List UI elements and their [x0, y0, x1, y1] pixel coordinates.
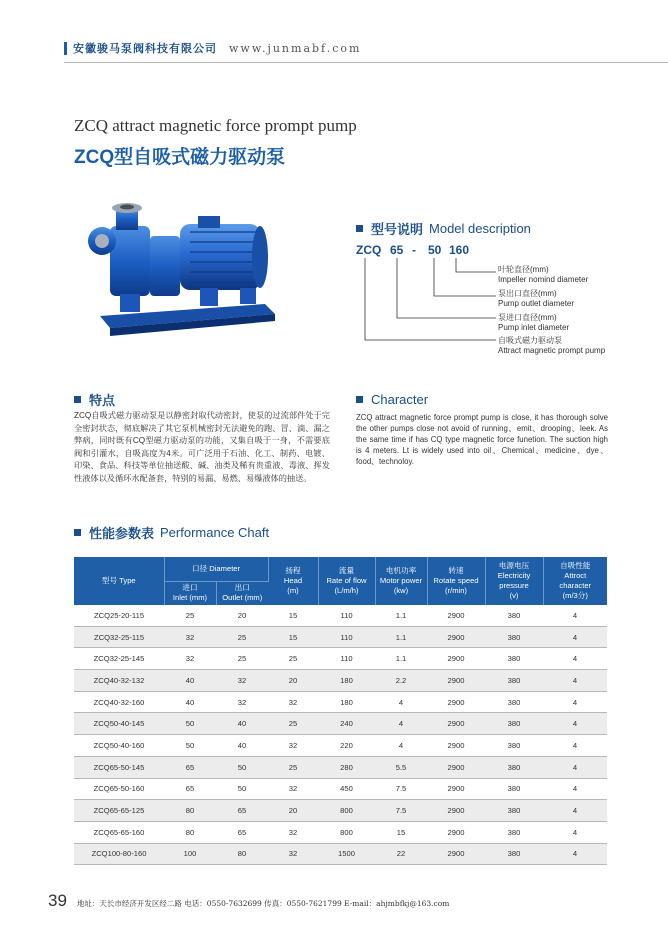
table-cell: 20 [268, 670, 318, 692]
product-title-cn: ZCQ型自吸式磁力驱动泵 [74, 147, 286, 168]
website: www.junmabf.com [229, 41, 362, 55]
table-cell: 4 [543, 691, 607, 713]
col-inlet: 进口 Inlet (mm) [164, 581, 216, 605]
table-cell: ZCQ32-25-115 [74, 626, 164, 648]
table-cell: 4 [543, 756, 607, 778]
performance-table-body [74, 605, 607, 865]
table-cell: 4 [543, 605, 607, 626]
table-cell: ZCQ50-40-160 [74, 735, 164, 757]
table-cell: 1.1 [375, 648, 427, 670]
page-header [64, 38, 361, 58]
table-cell: 2900 [427, 605, 485, 626]
table-cell: ZCQ65-65-160 [74, 821, 164, 843]
model-code-outlet: 50 [428, 243, 442, 257]
col-power: 电机功率 Motor power (kw) [375, 557, 427, 605]
table-cell: 380 [485, 691, 543, 713]
table-row [74, 735, 607, 757]
table-cell: 25 [268, 648, 318, 670]
table-cell: 4 [543, 735, 607, 757]
table-cell: 110 [318, 605, 375, 626]
table-cell: 2900 [427, 800, 485, 822]
table-cell: 380 [485, 800, 543, 822]
table-cell: 40 [164, 670, 216, 692]
table-row [74, 605, 607, 626]
table-cell: 4 [375, 713, 427, 735]
table-cell: ZCQ40-32-132 [74, 670, 164, 692]
features-heading: 特点 [74, 390, 115, 409]
table-cell: 65 [216, 800, 268, 822]
table-cell: 180 [318, 691, 375, 713]
table-cell: 220 [318, 735, 375, 757]
table-cell: ZCQ100-80-160 [74, 843, 164, 865]
table-cell: 1.1 [375, 626, 427, 648]
character-heading: Character [356, 392, 428, 407]
page-footer [48, 891, 449, 911]
table-cell: 32 [268, 735, 318, 757]
table-cell: 380 [485, 778, 543, 800]
table-cell: 40 [164, 691, 216, 713]
table-cell: 4 [375, 735, 427, 757]
table-cell: 32 [164, 648, 216, 670]
table-cell: 450 [318, 778, 375, 800]
table-cell: ZCQ65-50-160 [74, 778, 164, 800]
table-row [74, 821, 607, 843]
table-cell: 380 [485, 735, 543, 757]
table-cell: 2.2 [375, 670, 427, 692]
pump-image [80, 196, 280, 346]
table-cell: 2900 [427, 648, 485, 670]
table-cell: 4 [543, 626, 607, 648]
table-cell: 2900 [427, 713, 485, 735]
table-cell: 50 [216, 778, 268, 800]
table-cell: 2900 [427, 843, 485, 865]
page-number: 39 [48, 891, 67, 910]
model-description-heading: 型号说明 Model description [356, 219, 531, 238]
table-cell: 20 [268, 800, 318, 822]
table-cell: 280 [318, 756, 375, 778]
table-cell: ZCQ40-32-160 [74, 691, 164, 713]
section-square-icon [74, 529, 81, 536]
table-cell: 380 [485, 843, 543, 865]
model-code-impeller: 160 [449, 243, 470, 257]
table-cell: 80 [216, 843, 268, 865]
table-cell: 2900 [427, 778, 485, 800]
header-divider [64, 62, 668, 63]
table-cell: 25 [268, 756, 318, 778]
table-cell: 32 [268, 821, 318, 843]
table-cell: 100 [164, 843, 216, 865]
col-speed: 转速 Rotate speed (r/min) [427, 557, 485, 605]
table-cell: 15 [268, 605, 318, 626]
table-cell: ZCQ32-25-145 [74, 648, 164, 670]
col-head: 扬程 Head (m) [268, 557, 318, 605]
table-cell: 5.5 [375, 756, 427, 778]
footer-address: 地址：天长市经济开发区经二路 电话：0550-7632699 传真：0550-7621799 E-mail：ahjmbfkj@163.com [76, 899, 450, 908]
table-cell: 380 [485, 605, 543, 626]
table-cell: 1.1 [375, 605, 427, 626]
table-cell: 65 [164, 778, 216, 800]
model-code-dash: - [412, 243, 416, 257]
table-cell: 4 [543, 648, 607, 670]
table-cell: 4 [543, 800, 607, 822]
table-cell: 2900 [427, 821, 485, 843]
performance-table [74, 557, 607, 865]
table-cell: 25 [216, 648, 268, 670]
table-cell: 50 [164, 713, 216, 735]
model-code-leader-lines [350, 258, 500, 350]
table-cell: 4 [543, 713, 607, 735]
table-row [74, 843, 607, 865]
col-self-priming: 自吸性能 Attroct character (m/3分) [543, 557, 607, 605]
table-cell: 32 [216, 670, 268, 692]
table-cell: 240 [318, 713, 375, 735]
section-square-icon [356, 225, 363, 232]
section-square-icon [356, 396, 363, 403]
performance-heading: 性能参数表 Performance Chaft [74, 523, 269, 542]
model-code-inlet: 65 [390, 243, 404, 257]
table-cell: 50 [164, 735, 216, 757]
table-cell: 380 [485, 713, 543, 735]
table-cell: 4 [375, 691, 427, 713]
company-name: 安徽骏马泵阀科技有限公司 [73, 43, 217, 55]
table-cell: 15 [268, 626, 318, 648]
table-cell: 380 [485, 670, 543, 692]
table-cell: 7.5 [375, 800, 427, 822]
table-cell: 32 [268, 778, 318, 800]
table-cell: ZCQ25-20-115 [74, 605, 164, 626]
table-cell: 2900 [427, 626, 485, 648]
table-cell: 380 [485, 648, 543, 670]
section-square-icon [74, 396, 81, 403]
legend-inlet: 泵进口直径(mm) Pump inlet diameter [498, 313, 570, 332]
table-cell: 80 [164, 800, 216, 822]
table-cell: 40 [216, 713, 268, 735]
table-row [74, 626, 607, 648]
table-cell: 32 [268, 691, 318, 713]
col-flow: 流量 Rate of flow (L/m/h) [318, 557, 375, 605]
table-cell: 25 [164, 605, 216, 626]
table-cell: 2900 [427, 756, 485, 778]
table-cell: 180 [318, 670, 375, 692]
table-cell: 32 [216, 691, 268, 713]
table-row [74, 756, 607, 778]
table-cell: 110 [318, 648, 375, 670]
table-cell: 32 [268, 843, 318, 865]
table-cell: 40 [216, 735, 268, 757]
table-cell: 800 [318, 821, 375, 843]
table-cell: 4 [543, 778, 607, 800]
table-cell: 80 [164, 821, 216, 843]
features-text: ZCQ自吸式磁力驱动泵是以静密封取代动密封，使泵的过流部件处于完全密封状态，彻底解决了其它泵机械密封无法避免的跑、冒、滴、漏之弊病，同时既有CQ型磁力驱动泵的功能，又集自吸于一身，不需要底阀和引灌水，自吸高度为4米。可广泛用于石油、化工、制药、电镀、印染、食品、科技等单位抽送酸、碱、油类及稀有贵重液、毒液、挥发性液体以及循环水配备套，特别的易漏、易燃、易爆液体的抽送。 [74, 411, 330, 483]
legend-impeller: 叶轮直径(mm) Impeller nomind diameter [498, 265, 589, 284]
col-voltage: 电源电压 Electricity pressure (v) [485, 557, 543, 605]
table-cell: 2900 [427, 670, 485, 692]
character-text: ZCQ attract magnetic force prompt pump is close, it has thorough solve the other pumps close not avoid of running、emit、drooping、leek. As the same time if has CQ type magnetic force funetion. The suction high is 4 meters. Lt is widely used into oil、Chemical、medicine、dye、food、technoloy. [356, 413, 608, 466]
table-cell: 65 [216, 821, 268, 843]
table-cell: 25 [216, 626, 268, 648]
model-code-zcq: ZCQ [356, 243, 382, 257]
col-outlet: 出口 Outlet (mm) [216, 581, 268, 605]
product-title-en: ZCQ attract magnetic force prompt pump [74, 116, 357, 135]
col-diameter: 口径 Diameter [164, 557, 268, 581]
table-row [74, 800, 607, 822]
table-cell: 1500 [318, 843, 375, 865]
table-cell: 65 [164, 756, 216, 778]
table-row [74, 670, 607, 692]
table-cell: 25 [268, 713, 318, 735]
table-cell: 20 [216, 605, 268, 626]
legend-outlet: 泵出口直径(mm) Pump outlet diameter [498, 289, 575, 308]
table-cell: 380 [485, 821, 543, 843]
table-cell: 2900 [427, 691, 485, 713]
table-cell: 380 [485, 626, 543, 648]
table-row [74, 648, 607, 670]
legend-pump-type: 自吸式磁力驱动泵 Attract magnetic prompt pump [498, 336, 606, 355]
table-cell: 7.5 [375, 778, 427, 800]
table-cell: ZCQ65-65-125 [74, 800, 164, 822]
table-cell: 4 [543, 821, 607, 843]
table-cell: 380 [485, 756, 543, 778]
table-cell: ZCQ50-40-145 [74, 713, 164, 735]
header-bar [64, 42, 67, 55]
table-cell: ZCQ65-50-145 [74, 756, 164, 778]
table-cell: 22 [375, 843, 427, 865]
table-cell: 2900 [427, 735, 485, 757]
table-cell: 4 [543, 843, 607, 865]
col-model: 型号 Type [74, 557, 164, 605]
table-cell: 110 [318, 626, 375, 648]
table-cell: 4 [543, 670, 607, 692]
table-row [74, 691, 607, 713]
table-row [74, 713, 607, 735]
table-cell: 15 [375, 821, 427, 843]
table-row [74, 778, 607, 800]
table-cell: 50 [216, 756, 268, 778]
table-cell: 800 [318, 800, 375, 822]
table-cell: 32 [164, 626, 216, 648]
